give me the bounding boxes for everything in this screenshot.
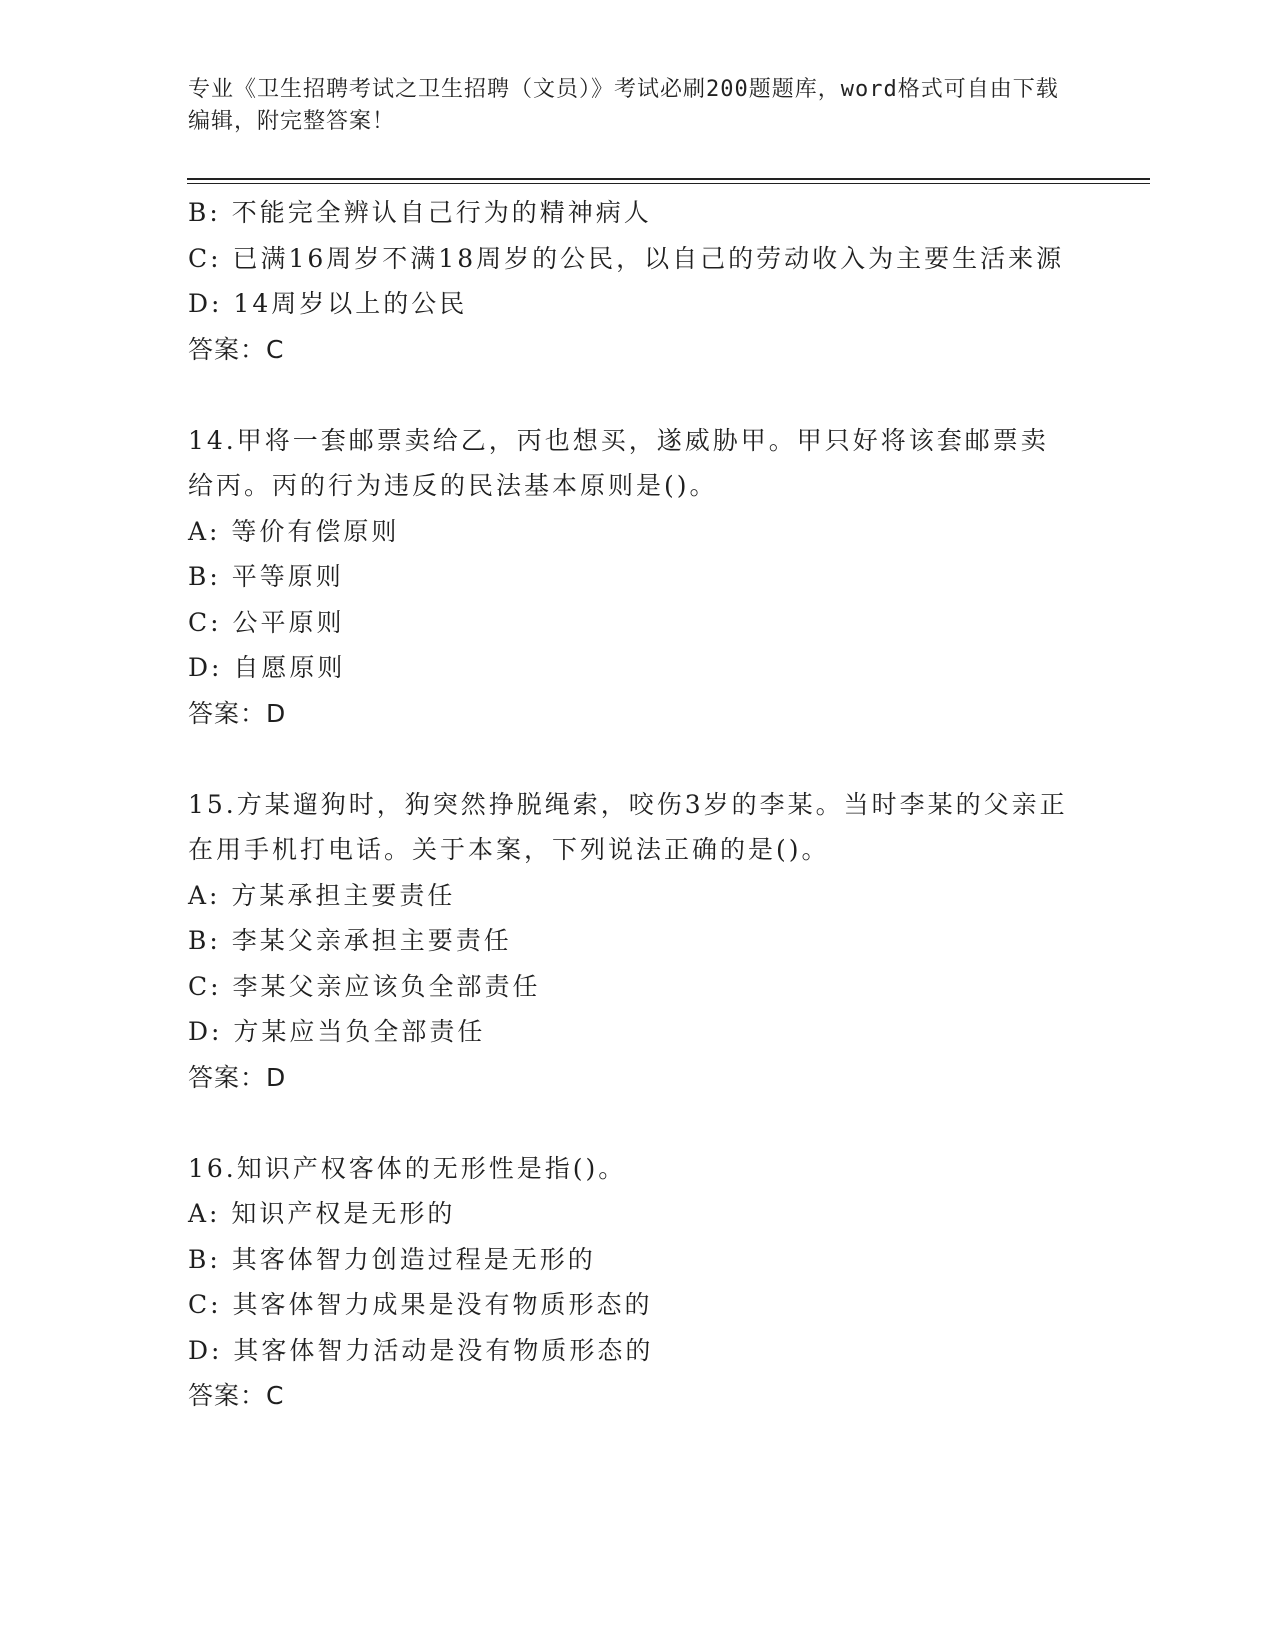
question-14 — [188, 418, 1068, 737]
header-divider — [187, 178, 1150, 184]
question-15 — [188, 782, 1068, 1101]
option-b: B: 李某父亲承担主要责任 — [188, 926, 512, 955]
question-content — [188, 190, 1068, 1419]
answer: 答案：C — [188, 334, 285, 364]
question-stem: 15.方某遛狗时，狗突然挣脱绳索，咬伤3岁的李某。当时李某的父亲正在用手机打电话。关于本案，下列说法正确的是()。 — [188, 789, 1068, 864]
option-c: C: 其客体智力成果是没有物质形态的 — [188, 1290, 653, 1319]
option-b: B: 平等原则 — [188, 562, 344, 591]
option-d: D: 自愿原则 — [188, 653, 346, 682]
question-stem: 14.甲将一套邮票卖给乙，丙也想买，遂威胁甲。甲只好将该套邮票卖给丙。丙的行为违反的民法基本原则是()。 — [188, 425, 1049, 500]
question-stem: 16.知识产权客体的无形性是指()。 — [188, 1153, 627, 1183]
option-d: D: 14周岁以上的公民 — [188, 289, 468, 318]
option-c: C: 已满16周岁不满18周岁的公民，以自己的劳动收入为主要生活来源 — [188, 243, 1065, 273]
option-d: D: 其客体智力活动是没有物质形态的 — [188, 1335, 654, 1365]
answer: 答案：C — [188, 1381, 285, 1410]
option-c: C: 李某父亲应该负全部责任 — [188, 971, 541, 1001]
option-a: A: 方某承担主要责任 — [188, 880, 456, 910]
option-c: C: 公平原则 — [188, 607, 345, 637]
document-header: 专业《卫生招聘考试之卫生招聘（文员）》考试必刷200题题库，word格式可自由下载编辑，附完整答案！ — [188, 77, 1059, 134]
option-a: A: 等价有偿原则 — [188, 516, 400, 546]
question-13-continuation — [188, 190, 1068, 372]
answer: 答案：D — [188, 1062, 287, 1092]
answer: 答案：D — [188, 698, 287, 728]
option-b: B: 其客体智力创造过程是无形的 — [188, 1244, 596, 1274]
option-d: D: 方某应当负全部责任 — [188, 1017, 486, 1046]
option-b: B: 不能完全辨认自己行为的精神病人 — [188, 198, 652, 227]
question-16 — [188, 1146, 1068, 1419]
option-a: A: 知识产权是无形的 — [188, 1199, 456, 1228]
